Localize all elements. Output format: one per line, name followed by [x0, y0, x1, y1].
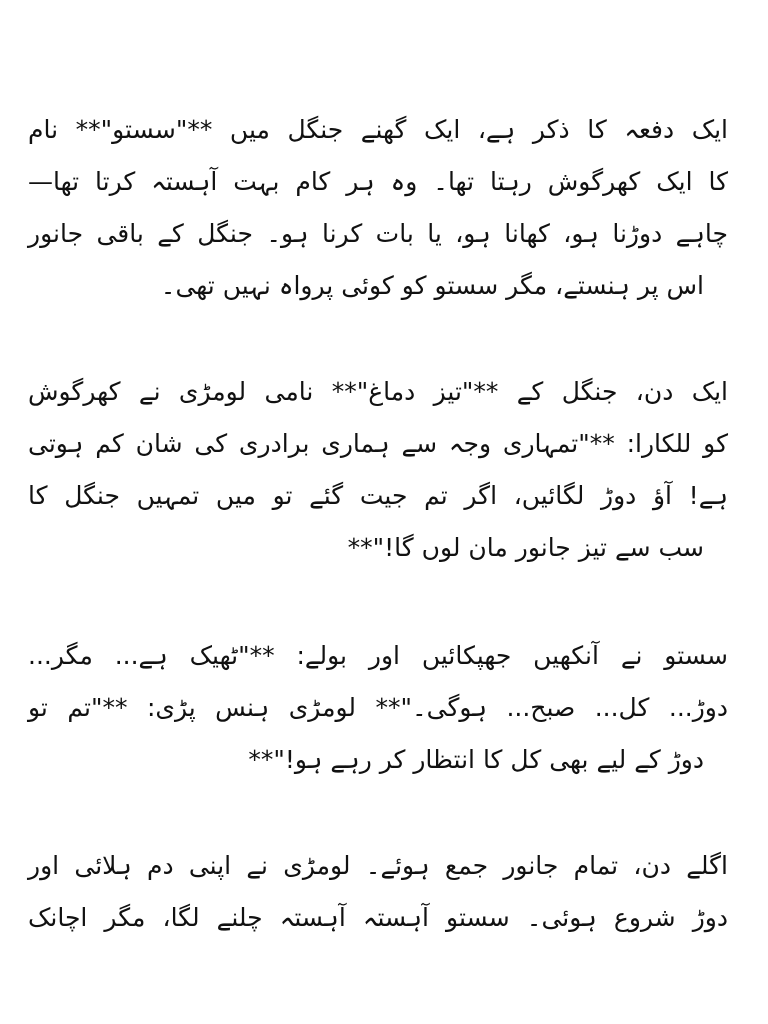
story-line: چاہے دوڑنا ہو، کھانا ہو، یا بات کرنا ہو۔ جنگل کے باقی جانور — [28, 219, 728, 248]
story-line: دوڑ... کل... صبح... ہوگی۔"** لومڑی ہنس پڑی: **"تم تو — [28, 693, 728, 722]
story-line: اگلے دن، تمام جانور جمع ہوئے۔ لومڑی نے اپنی دم ہلائی اور — [28, 851, 728, 880]
story-line: دوڑ کے لیے بھی کل کا انتظار کر رہے ہو!"** — [248, 745, 704, 774]
story-line: اس پر ہنستے، مگر سستو کو کوئی پرواہ نہیں تھی۔ — [160, 271, 704, 300]
story-line: دوڑ شروع ہوئی۔ سستو آہستہ آہستہ چلنے لگا، مگر اچانک — [28, 903, 728, 932]
story-line: سب سے تیز جانور مان لوں گا!"** — [347, 533, 704, 562]
story-line: سستو نے آنکھیں جھپکائیں اور بولے: **"ٹھیک ہے... مگر... — [28, 641, 728, 670]
story-paragraph-1 — [28, 104, 728, 312]
story-line: کو للکارا: **"تمہاری وجہ سے ہماری برادری کی شان کم ہوتی — [28, 429, 728, 458]
story-line: کا ایک کھرگوش رہتا تھا۔ وہ ہر کام بہت آہستہ کرتا تھا— — [28, 167, 728, 196]
story-line: ہے! آؤ دوڑ لگائیں، اگر تم جیت گئے تو میں تمہیں جنگل کا — [28, 481, 728, 510]
story-line: ایک دن، جنگل کے **"تیز دماغ"** نامی لومڑی نے کھرگوش — [28, 377, 728, 406]
story-paragraph-3 — [28, 630, 728, 786]
story-line: ایک دفعہ کا ذکر ہے، ایک گھنے جنگل میں **"سستو"** نام — [28, 115, 728, 144]
story-paragraph-4 — [28, 840, 728, 944]
story-paragraph-2 — [28, 366, 728, 574]
